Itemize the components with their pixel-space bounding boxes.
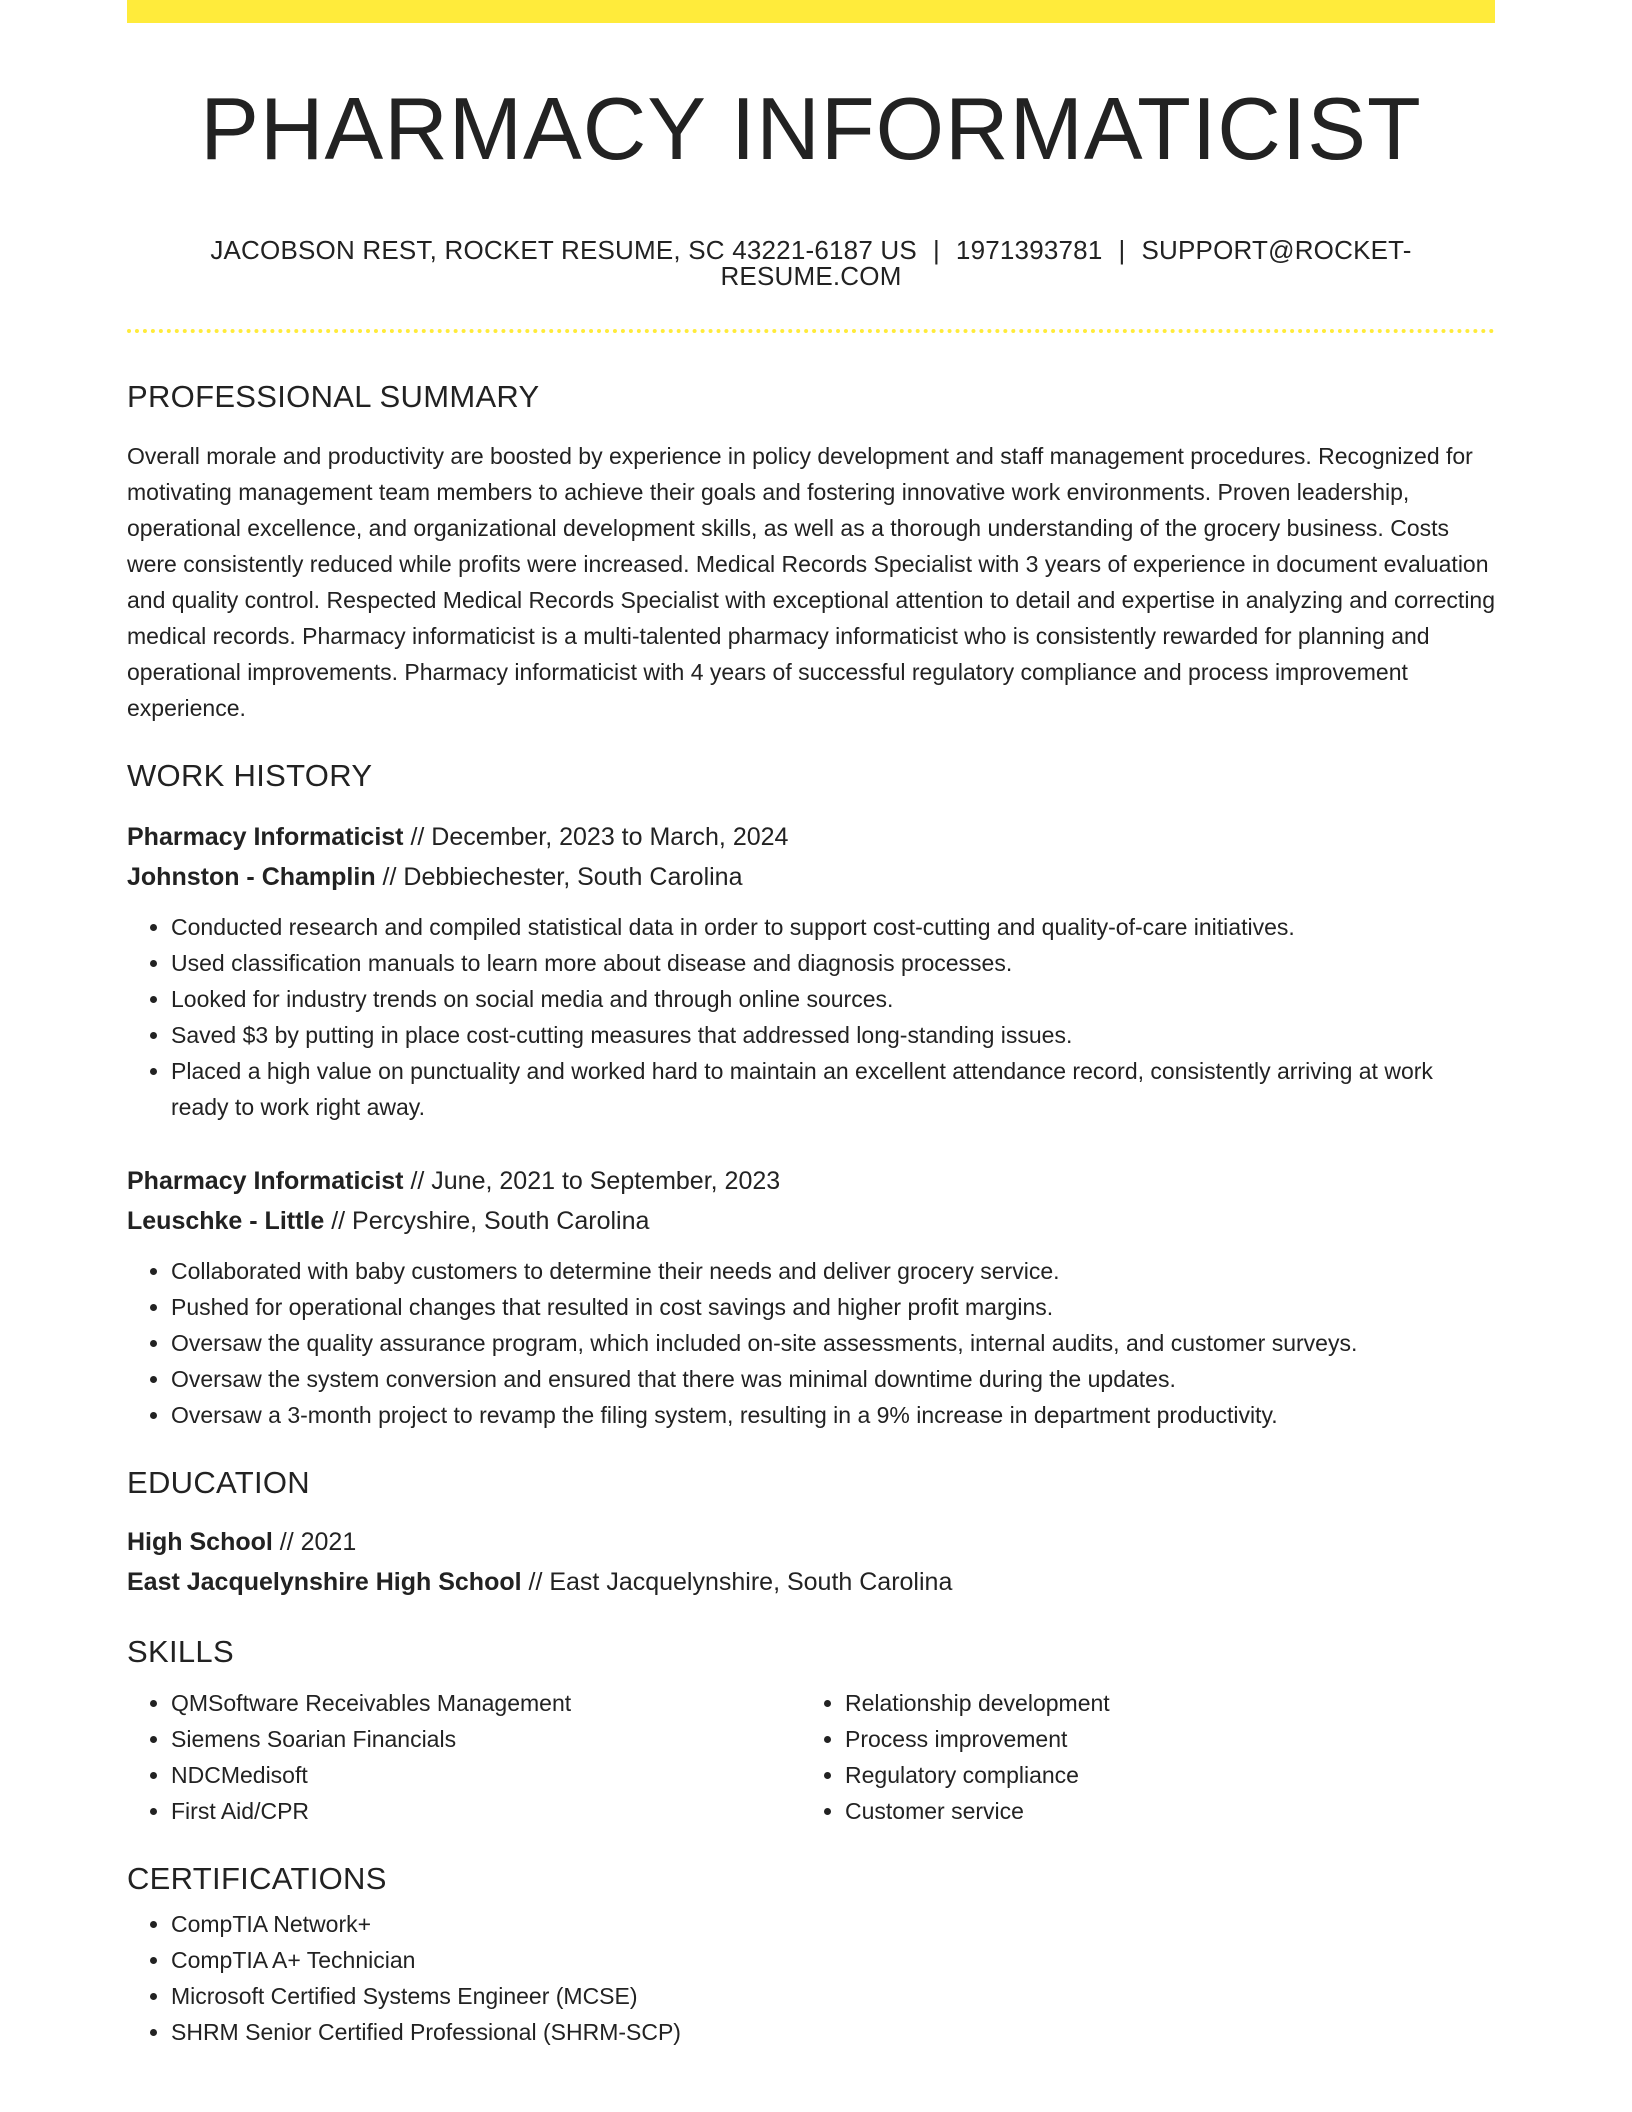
job-bullets [127,909,1495,1125]
list-item: • NDCMedisoft [171,1757,801,1793]
skills-heading: SKILLS [127,1634,234,1669]
list-item: • Placed a high value on punctuality and worked hard to maintain an excellent attendance record, consistently arriving at work ready to work right away. [171,1053,1495,1125]
list-item: • Microsoft Certified Systems Engineer (MCSE) [171,1978,1495,2014]
resume-title: PHARMACY INFORMATICIST [200,79,1422,178]
list-item: • CompTIA Network+ [171,1906,1495,1942]
education-school-line [127,1562,1495,1602]
education-heading: EDUCATION [127,1465,310,1500]
skills-column-left [127,1685,801,1829]
list-item: • Oversaw the system conversion and ensured that there was minimal downtime during the updates. [171,1361,1495,1397]
job-company: Johnston - Champlin [127,863,376,891]
certifications-list [127,1906,1495,2050]
job-role-line [127,1161,1495,1201]
job-bullets [127,1253,1495,1433]
list-item: • Siemens Soarian Financials [171,1721,801,1757]
job-dates: // June, 2021 to September, 2023 [403,1167,781,1195]
list-item: • QMSoftware Receivables Management [171,1685,801,1721]
skills-column-right [801,1685,1475,1829]
education-degree-line [127,1522,1495,1562]
skills-list [127,1685,1495,1829]
job-role: Pharmacy Informaticist [127,823,404,851]
list-item: • Conducted research and compiled statistical data in order to support cost-cutting and quality-of-care initiatives. [171,909,1495,945]
list-item: • CompTIA A+ Technician [171,1942,1495,1978]
education-degree: High School [127,1528,273,1556]
contact-separator: | [932,235,940,265]
job-role: Pharmacy Informaticist [127,1167,404,1195]
job-dates: // December, 2023 to March, 2024 [403,823,789,851]
list-item: • Used classification manuals to learn more about disease and diagnosis processes. [171,945,1495,981]
contact-line [127,237,1495,289]
job-entry [127,817,1495,1125]
education-entry [127,1522,1495,1602]
work-history-heading: WORK HISTORY [127,758,373,793]
list-item: • Saved $3 by putting in place cost-cutting measures that addressed long-standing issues. [171,1017,1495,1053]
list-item: • Process improvement [845,1721,1475,1757]
list-item: • First Aid/CPR [171,1793,801,1829]
education-location: // East Jacquelynshire, South Carolina [521,1568,953,1596]
education-school: East Jacquelynshire High School [127,1568,522,1596]
job-company-line [127,1201,1495,1241]
dotted-divider [127,329,1495,333]
list-item: • Regulatory compliance [845,1757,1475,1793]
contact-email: SUPPORT@ROCKET-RESUME.COM [720,235,1412,291]
list-item: • Relationship development [845,1685,1475,1721]
accent-bar [127,0,1495,23]
list-item: • SHRM Senior Certified Professional (SHRM-SCP) [171,2014,1495,2050]
resume-page [127,0,1495,2050]
list-item: • Pushed for operational changes that resulted in cost savings and higher profit margins. [171,1289,1495,1325]
job-entry [127,1161,1495,1433]
certifications-heading: CERTIFICATIONS [127,1861,387,1896]
education-year: // 2021 [272,1528,357,1556]
job-location: // Percyshire, South Carolina [324,1207,650,1235]
summary-text: Overall morale and productivity are boosted by experience in policy development and staff management procedures. Recognized for motivating management team members to achieve their goals and fostering innovative work environments. Proven leadership, operational excellence, and organizational development skills, as well as a thorough understanding of the grocery business. Costs were consistently reduced while profits were increased. Medical Records Specialist with 3 years of experience in document evaluation and quality control. Respected Medical Records Specialist with exceptional attention to detail and expertise in analyzing and correcting medical records. Pharmacy informaticist is a multi-talented pharmacy informaticist who is consistently rewarded for planning and operational improvements. Pharmacy informaticist with 4 years of successful regulatory compliance and process improvement experience. [127,443,1496,721]
list-item: • Oversaw a 3-month project to revamp the filing system, resulting in a 9% increase in department productivity. [171,1397,1495,1433]
contact-separator: | [1118,235,1126,265]
contact-address: JACOBSON REST, ROCKET RESUME, SC 43221-6187 US [210,235,917,265]
list-item: • Looked for industry trends on social media and through online sources. [171,981,1495,1017]
list-item: • Oversaw the quality assurance program, which included on-site assessments, internal audits, and customer surveys. [171,1325,1495,1361]
list-item: • Customer service [845,1793,1475,1829]
list-item: • Collaborated with baby customers to determine their needs and deliver grocery service. [171,1253,1495,1289]
contact-phone: 1971393781 [955,235,1103,265]
job-company: Leuschke - Little [127,1207,325,1235]
job-company-line [127,857,1495,897]
job-location: // Debbiechester, South Carolina [375,863,743,891]
summary-heading: PROFESSIONAL SUMMARY [127,379,540,414]
job-role-line [127,817,1495,857]
